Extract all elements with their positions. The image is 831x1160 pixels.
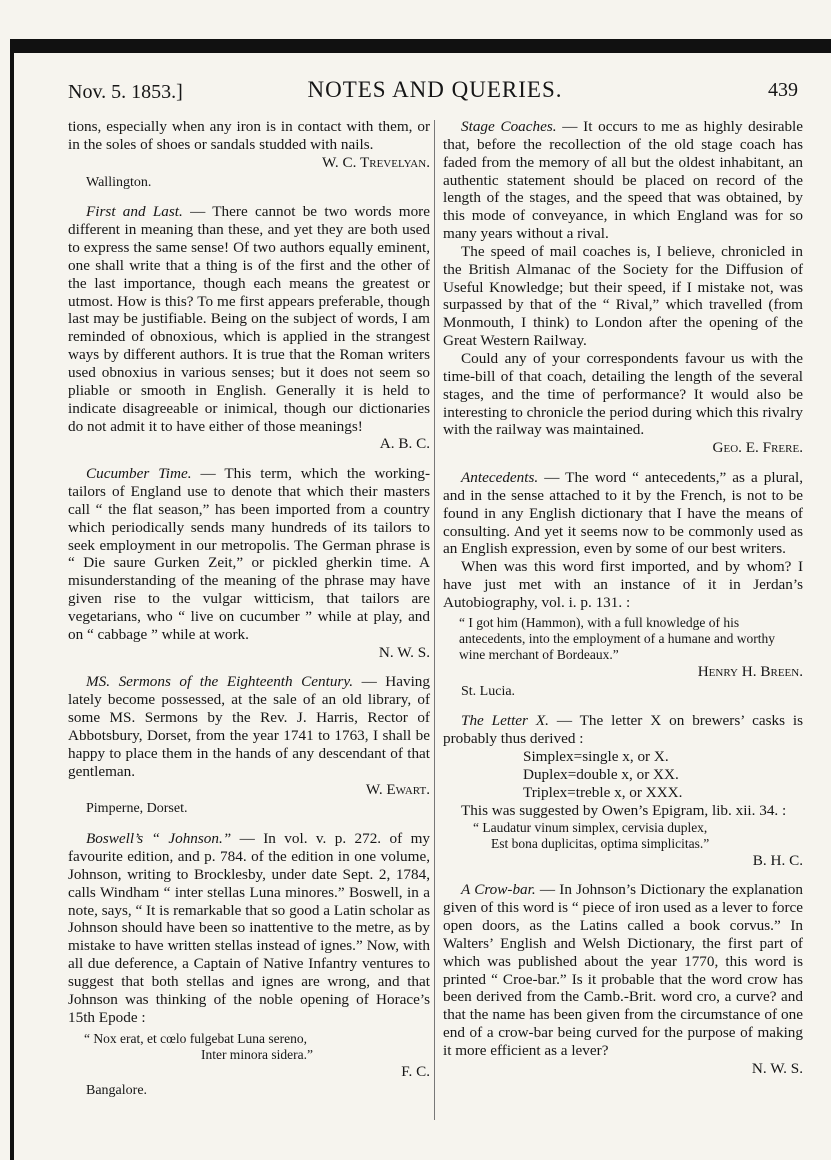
letter-x-note: The Letter X. — The letter X on brewers’ casks is probably thus derived : xyxy=(443,712,804,748)
note-title: The Letter X. xyxy=(461,712,549,730)
quote: “ I got him (Hammon), with a full knowledge of his antecedents, into the employment of a humane and worthy wine merchant of Bordeaux.” xyxy=(459,614,776,662)
quote-line: “ Nox erat, et cœlo fulgebat Luna sereno, xyxy=(84,1030,308,1046)
cucumber-time-note: Cucumber Time. — This term, which the working-tailors of England use to denote that which their masters call “ the flat season,” has been imported from a country which periodically sends many hundreds of its tailors to seek employment in our metropolis. The German phrase is “ Die saure Gurken Zeit,” or pickled gherkin time. A misunderstanding of the meaning of the phrase may have given rise to the vulgar witticism, that tailors are vegetarians, who “ live on cucumber ” while at play, and on “ cabbage ” while at work. xyxy=(68,465,431,643)
place: Bangalore. xyxy=(86,1083,148,1099)
right-column xyxy=(443,118,803,1078)
note-title: Cucumber Time. xyxy=(86,465,192,483)
signature: N. W. S. xyxy=(751,1059,803,1077)
page-number: 439 xyxy=(768,79,798,101)
first-and-last-note: First and Last. — There cannot be two words more different in meaning than these, and yet they are both used to express the same sense! Of two authors equally eminent, one shall write that a thing is of the first and the other of the last importance, though each means the greatest or utmost. How is this? To me first appears preferable, though last may be justifiable. Being on the subject of words, I am reminded of obnoxious, which is applied in the strangest ways by different authors. It is true that the Roman writers used obnoxius in various senses; but it does not seem so pliable or smooth in English. Generally it is held to indicate disagreeable or inimical, though our dictionaries do not admit it to have either of those meanings! xyxy=(68,203,430,435)
paragraph: This was suggested by Owen’s Epigram, lib. xii. 34. : xyxy=(461,801,787,819)
top-border-rule xyxy=(10,39,831,53)
crow-bar-note: A Crow-bar. — In Johnson’s Dictionary the explanation given of this word is “ piece of iron used as a lever to force open doors, as the Latins called a book corvus.” In Walters’ English and Welsh Dictionary, the first part of which was published about the year 1770, this word is printed “ Croe-bar.” Is it probable that the word crow has been derived from the Camb.-Brit. word cro, a curve? and that the name has been given from the circumstance of one end of a crow-bar being curved for the purpose of making it more efficient as a lever? xyxy=(443,881,803,1059)
antecedents-note: Antecedents. — The word “ antecedents,” as a plural, and in the sense attached to it by the French, is not to be found in any English dictionary that I have the means of consulting. And yet it seems now to be commonly used as an English expression, even by some of our best writers. xyxy=(443,469,803,558)
note-title: Boswell’s “ Johnson.” xyxy=(86,830,232,848)
paragraph: Could any of your correspondents favour us with the time-bill of that coach, detailing the length of the several stages, and the time of performance? It would also be interesting to chronicle the period during which this rivalry with the railway was maintained. xyxy=(443,349,803,439)
ms-sermons-note: MS. Sermons of the Eighteenth Century. — Having lately become possessed, at the sale of an old library, of some MS. Sermons by the Rev. J. Harris, Rector of Abbotsbury, Dorset, from the year 1741 to 1763, I shall be happy to place them in the hands of any descendant of that gentleman. xyxy=(68,673,430,780)
place: Wallington. xyxy=(86,174,152,190)
signature: A. B. C. xyxy=(379,435,430,453)
signature: W. Ewart. xyxy=(365,780,430,798)
note-title: Antecedents. xyxy=(461,469,539,487)
formula-line: Duplex=double x, or XX. xyxy=(523,766,679,783)
place: St. Lucia. xyxy=(461,683,516,699)
column-divider xyxy=(434,120,435,1120)
stage-coaches-note: Stage Coaches. — It occurs to me as highly desirable that, before the recollection of the old stage coach has faded from the memory of all but the oldest inhabitant, an authentic statement should be placed on record of the length of the stages, and the speed that was obtained, by this mode of conveyance, in which England was for so many years without a rival. xyxy=(443,118,803,243)
left-column xyxy=(68,118,430,1100)
quote-line: Inter minora sidera.” xyxy=(200,1046,314,1062)
signature: Geo. E. Frere. xyxy=(712,439,803,457)
paragraph: When was this word first imported, and by whom? I have just met with an instance of it in Jerdan’s Autobiography, vol. i. p. 131. : xyxy=(443,558,803,611)
place: Pimperne, Dorset. xyxy=(86,801,188,817)
signature: F. C. xyxy=(401,1062,430,1080)
quote-line: “ Laudatur vinum simplex, cervisia duplex, xyxy=(473,819,708,835)
note-title: First and Last. xyxy=(86,203,183,221)
note-title: A Crow-bar. xyxy=(461,881,536,899)
note-title: Stage Coaches. xyxy=(461,118,557,135)
formula-line: Simplex=single x, or X. xyxy=(523,748,669,766)
header-date: Nov. 5. 1853.] xyxy=(68,81,183,103)
formula-line: Triplex=treble x, or XXX. xyxy=(523,783,683,801)
left-border-rule xyxy=(10,39,14,1160)
signature: B. H. C. xyxy=(752,851,803,869)
signature: N. W. S. xyxy=(378,643,430,661)
signature: W. C. Trevelyan. xyxy=(321,153,430,171)
paragraph: The speed of mail coaches is, I believe, chronicled in the British Almanac of the Society for the Diffusion of Useful Knowledge; but their speed, if I mistake not, was surpassed by that of the “ Rival,” which travelled (from Monmouth, I think) to London after the opening of the Great Western Railway. xyxy=(443,242,803,350)
quote-line: Est bona duplicitas, optima simplicitas.” xyxy=(491,835,710,851)
signature: Henry H. Breen. xyxy=(697,662,803,680)
note-title: MS. Sermons of the Eighteenth Century. xyxy=(86,673,354,691)
boswell-johnson-note: Boswell’s “ Johnson.” — In vol. v. p. 272. of my favourite edition, and p. 784. of the edition in one volume, Johnson, writing to Brocklesby, under date Sept. 2, 1784, calls Windham “ inter stellas Luna minores.” Boswell, in a note, says, “ It is remarkable that so good a Latin scholar as Johnson should have been so inattentive to the metre, as by mistake to have written stellas instead of ignes.” Now, with all due deference, a Captain of Native Infantry ventures to suggest that both stellas and ignes are wrong, and that Johnson was thinking of the noble opening of Horace’s 15th Epode : xyxy=(68,830,430,1026)
trevelyan-note: tions, especially when any iron is in contact with them, or in the soles of shoes or sandals studded with nails. xyxy=(68,118,430,153)
header-title: NOTES AND QUERIES. xyxy=(307,77,563,102)
